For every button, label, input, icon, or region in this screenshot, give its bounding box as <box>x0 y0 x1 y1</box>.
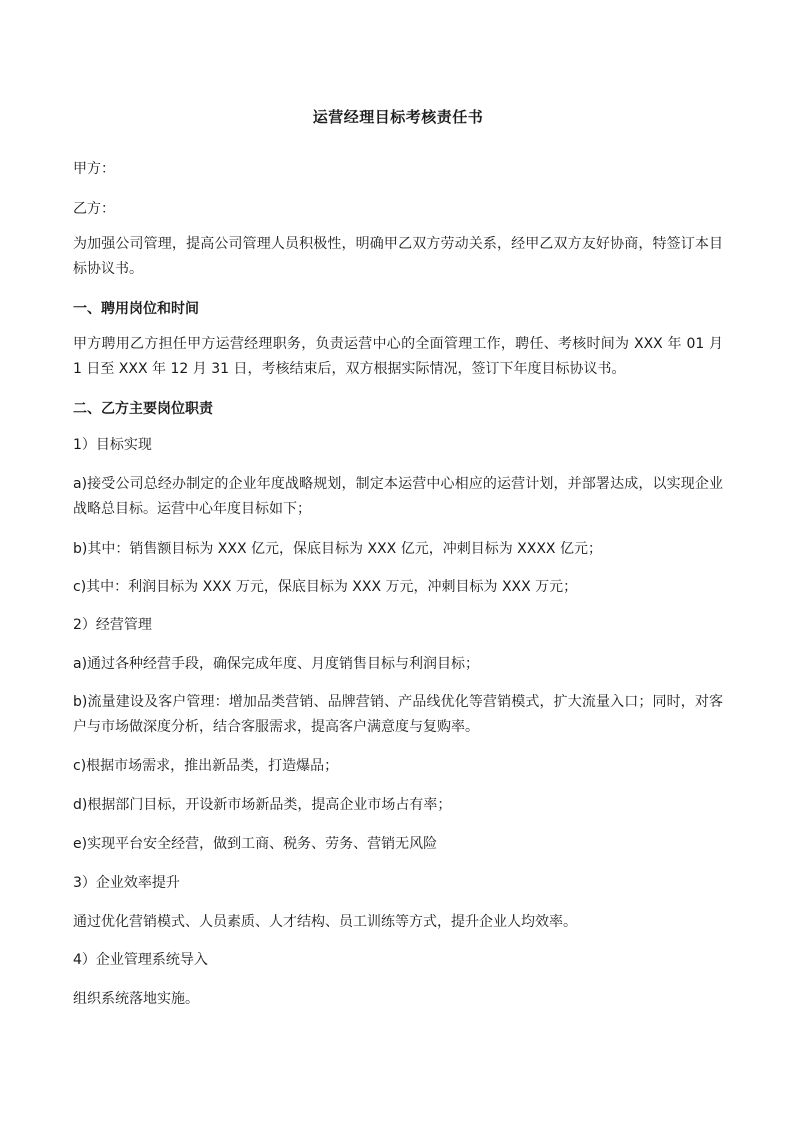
document-title: 运营经理目标考核责任书 <box>312 108 484 126</box>
sub2-item-e: e)实现平台安全经营，做到工商、税务、劳务、营销无风险 <box>73 836 438 852</box>
sub1-item-b: b)其中：销售额目标为 XXX 亿元，保底目标为 XXX 亿元，冲刺目标为 XXXX 亿元； <box>73 541 602 557</box>
sub1-item-c: c)其中：利润目标为 XXX 万元，保底目标为 XXX 万元，冲刺目标为 XXX 万元； <box>73 579 578 595</box>
sub4-body: 组织系统落地实施。 <box>73 991 199 1007</box>
sub2-item-b: b)流量建设及客户管理：增加品类营销、品牌营销、产品线优化等营销模式，扩大流量入口；同时，对客户与市场做深度分析，结合客服需求，提高客户满意度与复购率。 <box>73 694 723 735</box>
sub2-item-a: a)通过各种经营手段，确保完成年度、月度销售目标与利润目标； <box>73 656 480 672</box>
section2-heading: 二、乙方主要岗位职责 <box>73 401 213 417</box>
section1-heading: 一、聘用岗位和时间 <box>73 301 199 317</box>
sub2-item-d: d)根据部门目标，开设新市场新品类，提高企业市场占有率； <box>73 797 452 813</box>
sub3-body: 通过优化营销模式、人员素质、人才结构、员工训练等方式，提升企业人均效率。 <box>73 914 577 930</box>
intro-paragraph: 为加强公司管理，提高公司管理人员积极性，明确甲乙双方劳动关系，经甲乙双方友好协商，特签订本目标协议书。 <box>73 236 723 277</box>
sub2-item-c: c)根据市场需求，推出新品类，打造爆品； <box>73 758 339 774</box>
sub1-item-a: a)接受公司总经办制定的企业年度战略规划，制定本运营中心相应的运营计划，并部署达成，以实现企业战略总目标。运营中心年度目标如下； <box>73 476 723 517</box>
party-b-label: 乙方： <box>73 201 115 217</box>
sub2-heading: 2）经营管理 <box>73 617 152 633</box>
sub3-heading: 3）企业效率提升 <box>73 875 180 891</box>
sub4-heading: 4）企业管理系统导入 <box>73 952 208 968</box>
sub1-heading: 1）目标实现 <box>73 437 152 453</box>
section1-body: 甲方聘用乙方担任甲方运营经理职务，负责运营中心的全面管理工作，聘任、考核时间为 XXX 年 01 月 1 日至 XXX 年 12 月 31 日，考核结束后，双方根据实际情况，签订下年度目标协议书。 <box>73 336 723 377</box>
party-a-label: 甲方： <box>73 161 115 177</box>
